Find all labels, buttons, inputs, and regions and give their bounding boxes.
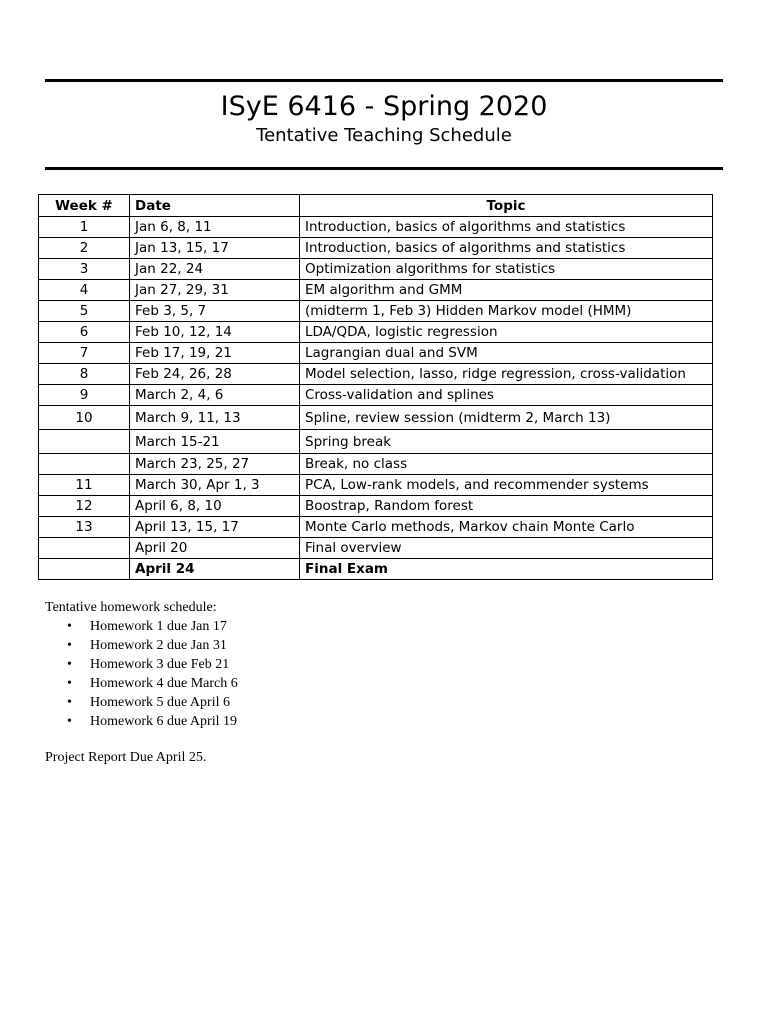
page-title: ISyE 6416 - Spring 2020 <box>220 91 548 122</box>
homework-item: Homework 3 due Feb 21 <box>90 657 230 672</box>
topic-cell: LDA/QDA, logistic regression <box>300 322 713 343</box>
homework-item: Homework 4 due March 6 <box>90 676 238 691</box>
date-cell: Jan 13, 15, 17 <box>130 238 300 259</box>
table-row <box>39 238 713 259</box>
date-cell: April 6, 8, 10 <box>130 496 300 517</box>
topic-cell: Final overview <box>300 538 713 559</box>
date-cell: Jan 27, 29, 31 <box>130 280 300 301</box>
date-cell: April 20 <box>130 538 300 559</box>
date-cell: Feb 24, 26, 28 <box>130 364 300 385</box>
homework-item: Homework 1 due Jan 17 <box>90 619 227 634</box>
week-cell: 9 <box>39 385 130 406</box>
page-subtitle: Tentative Teaching Schedule <box>256 125 512 146</box>
table-row <box>39 385 713 406</box>
bullet-icon: • <box>67 638 72 653</box>
topic-cell: PCA, Low-rank models, and recommender systems <box>300 475 713 496</box>
schedule-header-row <box>39 195 713 217</box>
list-item <box>45 655 238 674</box>
homework-heading: Tentative homework schedule: <box>45 600 217 615</box>
date-cell: April 13, 15, 17 <box>130 517 300 538</box>
table-row <box>39 280 713 301</box>
table-row <box>39 406 713 430</box>
date-cell: March 15-21 <box>130 430 300 454</box>
week-cell: 10 <box>39 406 130 430</box>
week-cell: 4 <box>39 280 130 301</box>
date-cell: Feb 3, 5, 7 <box>130 301 300 322</box>
topic-cell: Introduction, basics of algorithms and statistics <box>300 238 713 259</box>
topic-cell: Optimization algorithms for statistics <box>300 259 713 280</box>
date-cell: Jan 6, 8, 11 <box>130 217 300 238</box>
week-cell: 12 <box>39 496 130 517</box>
list-item <box>45 617 238 636</box>
week-cell: 11 <box>39 475 130 496</box>
week-cell <box>39 430 130 454</box>
homework-item: Homework 6 due April 19 <box>90 714 237 729</box>
table-row <box>39 301 713 322</box>
final-exam-row <box>39 559 713 580</box>
topic-cell: Break, no class <box>300 454 713 475</box>
table-row <box>39 538 713 559</box>
list-item <box>45 712 238 731</box>
list-item <box>45 674 238 693</box>
date-cell: Feb 17, 19, 21 <box>130 343 300 364</box>
week-cell: 5 <box>39 301 130 322</box>
table-row <box>39 217 713 238</box>
date-cell: Feb 10, 12, 14 <box>130 322 300 343</box>
date-cell: March 2, 4, 6 <box>130 385 300 406</box>
date-cell: March 23, 25, 27 <box>130 454 300 475</box>
week-cell <box>39 454 130 475</box>
week-cell <box>39 538 130 559</box>
week-cell: 2 <box>39 238 130 259</box>
schedule-table <box>38 194 713 580</box>
date-cell: March 30, Apr 1, 3 <box>130 475 300 496</box>
topic-cell: Monte Carlo methods, Markov chain Monte Carlo <box>300 517 713 538</box>
table-row <box>39 454 713 475</box>
column-header-date: Date <box>130 195 300 217</box>
topic-cell: Introduction, basics of algorithms and statistics <box>300 217 713 238</box>
topic-cell: Lagrangian dual and SVM <box>300 343 713 364</box>
bullet-icon: • <box>67 657 72 672</box>
table-row <box>39 343 713 364</box>
list-item <box>45 693 238 712</box>
week-cell: 1 <box>39 217 130 238</box>
topic-cell: (midterm 1, Feb 3) Hidden Markov model (HMM) <box>300 301 713 322</box>
week-cell: 13 <box>39 517 130 538</box>
homework-item: Homework 2 due Jan 31 <box>90 638 227 653</box>
list-item <box>45 636 238 655</box>
table-row <box>39 496 713 517</box>
week-cell: 6 <box>39 322 130 343</box>
table-row <box>39 517 713 538</box>
column-header-topic: Topic <box>300 195 713 217</box>
table-row <box>39 430 713 454</box>
topic-cell: Model selection, lasso, ridge regression, cross-validation <box>300 364 713 385</box>
project-report-note: Project Report Due April 25. <box>45 750 207 765</box>
week-cell <box>39 559 130 580</box>
homework-section <box>45 598 238 731</box>
top-rule <box>45 79 723 82</box>
table-row <box>39 259 713 280</box>
topic-cell: Spring break <box>300 430 713 454</box>
column-header-week: Week # <box>39 195 130 217</box>
bullet-icon: • <box>67 619 72 634</box>
bullet-icon: • <box>67 714 72 729</box>
bullet-icon: • <box>67 676 72 691</box>
table-row <box>39 322 713 343</box>
topic-cell: Cross-validation and splines <box>300 385 713 406</box>
topic-cell: Final Exam <box>300 559 713 580</box>
homework-list <box>45 617 238 731</box>
date-cell: Jan 22, 24 <box>130 259 300 280</box>
table-row <box>39 364 713 385</box>
bottom-rule <box>45 167 723 170</box>
topic-cell: EM algorithm and GMM <box>300 280 713 301</box>
week-cell: 3 <box>39 259 130 280</box>
date-cell: April 24 <box>130 559 300 580</box>
date-cell: March 9, 11, 13 <box>130 406 300 430</box>
bullet-icon: • <box>67 695 72 710</box>
week-cell: 7 <box>39 343 130 364</box>
homework-item: Homework 5 due April 6 <box>90 695 230 710</box>
week-cell: 8 <box>39 364 130 385</box>
table-row <box>39 475 713 496</box>
topic-cell: Boostrap, Random forest <box>300 496 713 517</box>
topic-cell: Spline, review session (midterm 2, March 13) <box>300 406 713 430</box>
